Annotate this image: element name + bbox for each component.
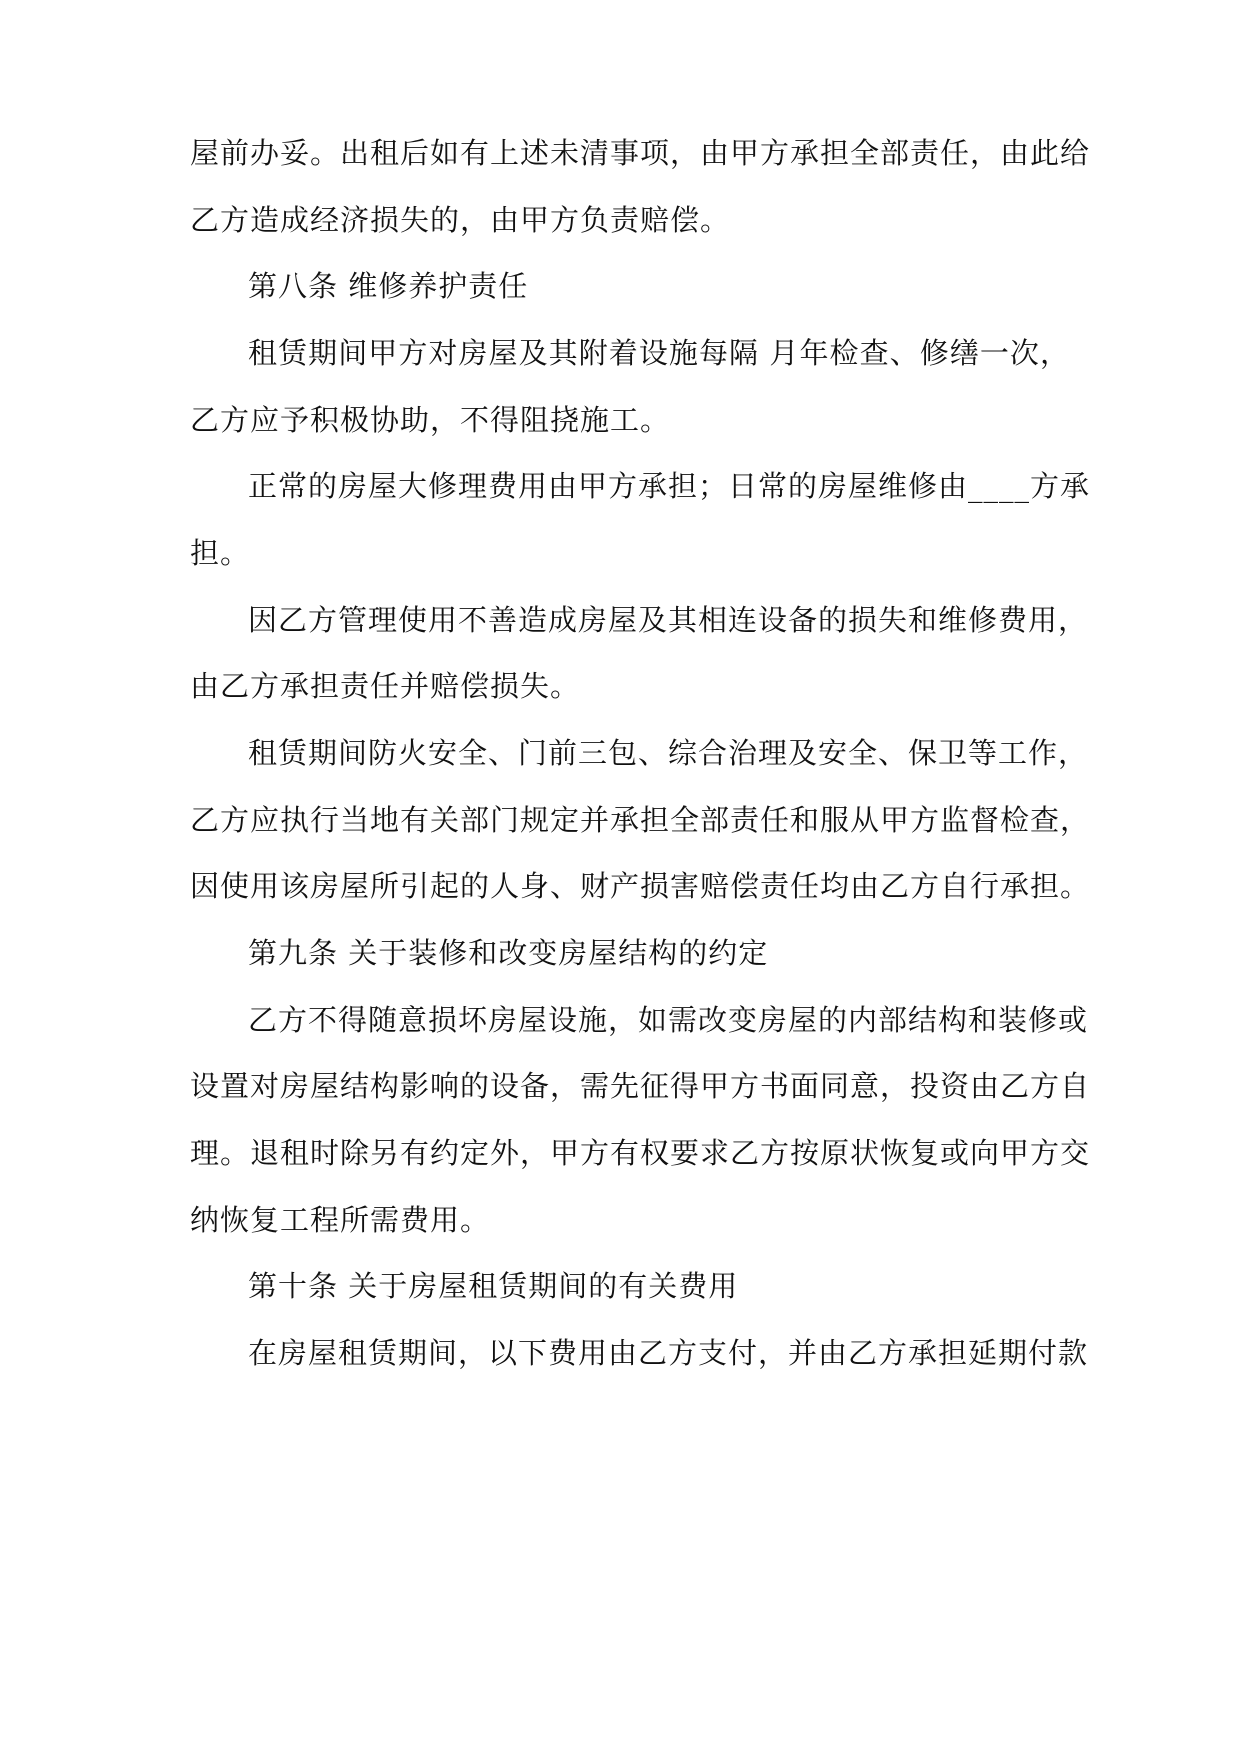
section-heading-article-9: 第九条 关于装修和改变房屋结构的约定 bbox=[248, 936, 769, 970]
text-line: 乙方造成经济损失的，由甲方负责赔偿。 bbox=[190, 203, 731, 237]
text-line: 设置对房屋结构影响的设备，需先征得甲方书面同意，投资由乙方自 bbox=[190, 1069, 1091, 1103]
text-line: 担。 bbox=[190, 536, 251, 570]
text-line: 屋前办妥。出租后如有上述未清事项，由甲方承担全部责任，由此给 bbox=[190, 136, 1091, 170]
text-line: 正常的房屋大修理费用由甲方承担；日常的房屋维修由____方承 bbox=[248, 469, 1091, 503]
text-line: 因使用该房屋所引起的人身、财产损害赔偿责任均由乙方自行承担。 bbox=[190, 869, 1091, 903]
text-line: 由乙方承担责任并赔偿损失。 bbox=[190, 669, 581, 703]
text-line: 乙方应执行当地有关部门规定并承担全部责任和服从甲方监督检查， bbox=[190, 803, 1091, 837]
text-line: 租赁期间防火安全、门前三包、综合治理及安全、保卫等工作， bbox=[248, 736, 1089, 770]
text-line: 在房屋租赁期间，以下费用由乙方支付，并由乙方承担延期付款 bbox=[248, 1336, 1089, 1370]
text-line: 理。退租时除另有约定外，甲方有权要求乙方按原状恢复或向甲方交 bbox=[190, 1136, 1091, 1170]
text-line: 乙方不得随意损坏房屋设施，如需改变房屋的内部结构和装修或 bbox=[248, 1003, 1089, 1037]
text-line: 租赁期间甲方对房屋及其附着设施每隔 月年检查、修缮一次， bbox=[248, 336, 1070, 370]
text-line: 因乙方管理使用不善造成房屋及其相连设备的损失和维修费用， bbox=[248, 603, 1089, 637]
section-heading-article-10: 第十条 关于房屋租赁期间的有关费用 bbox=[248, 1269, 739, 1303]
section-heading-article-8: 第八条 维修养护责任 bbox=[248, 269, 529, 303]
text-line: 纳恢复工程所需费用。 bbox=[190, 1203, 491, 1237]
text-line: 乙方应予积极协助，不得阻挠施工。 bbox=[190, 403, 671, 437]
